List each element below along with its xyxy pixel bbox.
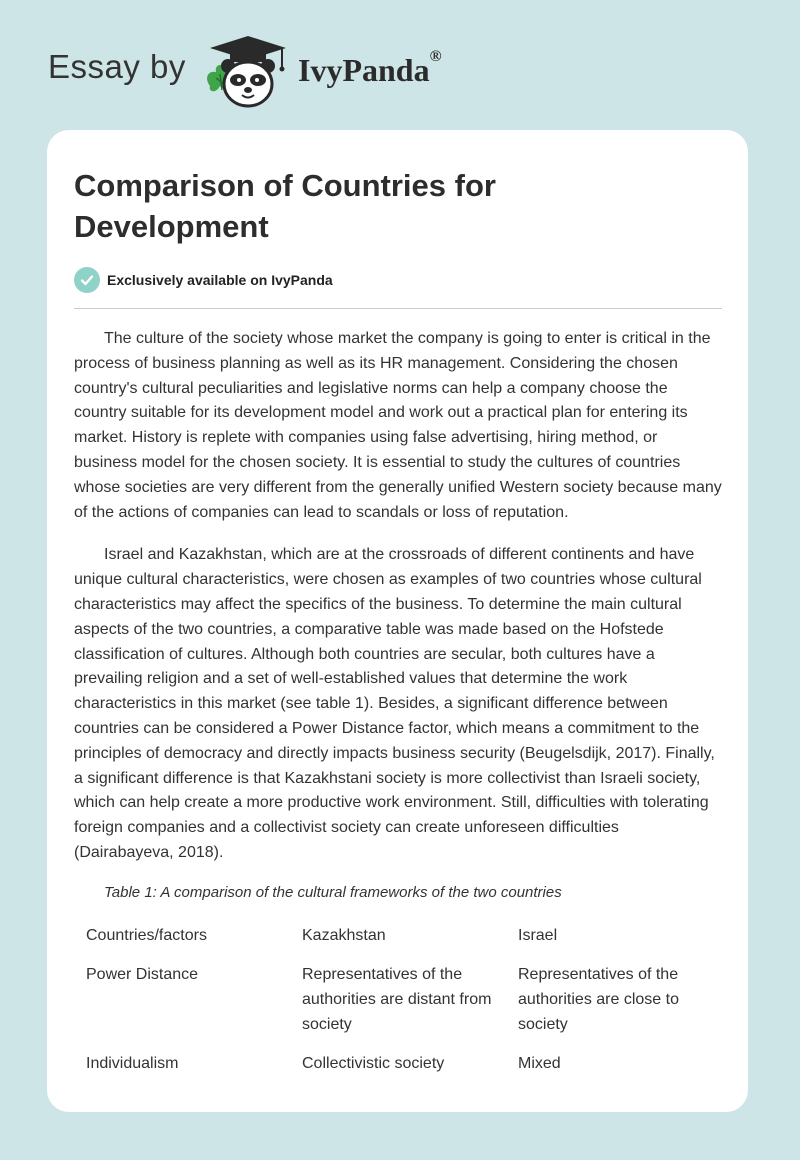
registered-mark: ®: [429, 48, 442, 65]
table-cell: Collectivistic society: [302, 1054, 445, 1072]
table-header-row: [74, 917, 710, 956]
title-line-1: Comparison of Countries for: [74, 168, 496, 203]
table-row: [74, 956, 710, 1045]
title-line-2: Development: [74, 209, 269, 244]
table-cell: Representatives of the authorities are distant from society: [302, 965, 492, 1033]
table-cell: Power Distance: [86, 965, 199, 983]
table-header-cell: Israel: [518, 926, 558, 944]
badge-label: Exclusively available on IvyPanda: [107, 272, 333, 288]
brand-logo[interactable]: [48, 34, 468, 110]
table-caption: Table 1: A comparison of the cultural frameworks of the two countries: [104, 883, 562, 901]
table-cell: Mixed: [518, 1054, 561, 1072]
table-header-cell: Kazakhstan: [302, 926, 386, 944]
brand-prefix: Essay by: [48, 48, 186, 85]
table-cell: Individualism: [86, 1054, 179, 1072]
table-row: [74, 1045, 710, 1084]
checkmark-icon: [74, 267, 100, 293]
paragraph-1: The culture of the society whose market the company is going to enter is critical in the process of business planning as well as its HR management. Considering the chosen country's cultural peculiarities and legislative norms can help a company choose the country suitable for its development model and work out a practical plan for entering its market. History is replete with companies using false advertising, hiring method, or business model for the chosen society. It is essential to study the cultures of countries whose societies are very different from the generally unified Western society because many of the actions of companies can lead to scandals or loss of reputation.: [74, 330, 722, 521]
essay-card: [47, 130, 748, 1112]
table-cell: Representatives of the authorities are close to society: [518, 965, 679, 1033]
page-title: [74, 165, 722, 247]
paragraph-2: Israel and Kazakhstan, which are at the crossroads of different continents and have unique cultural characteristics, were chosen as examples of two countries whose cultural characteristics may affect the specifics of the business. To determine the main cultural aspects of the two countries, a comparative table was made based on the Hofstede classification of cultures. Although both countries are secular, both cultures have a prevailing religion and a set of well-established values that determine the work characteristics in this market (see table 1). Besides, a significant difference between countries can be considered a Power Distance factor, which means a commitment to the principles of democracy and directly impacts business security (Beugelsdijk, 2017). Finally, a significant difference is that Kazakhstani society is more collectivist than Israeli society, which can help create a more productive work environment. Still, difficulties with tolerating foreign companies and a collectivist society can create unforeseen difficulties (Dairabayeva, 2018).: [74, 546, 715, 861]
exclusive-badge: [74, 267, 722, 293]
brand-name: IvyPanda®: [298, 48, 442, 88]
panda-graduate-icon: [202, 34, 294, 110]
comparison-table: [74, 917, 710, 1084]
table-header-cell: Countries/factors: [86, 926, 207, 944]
divider: [74, 308, 722, 309]
